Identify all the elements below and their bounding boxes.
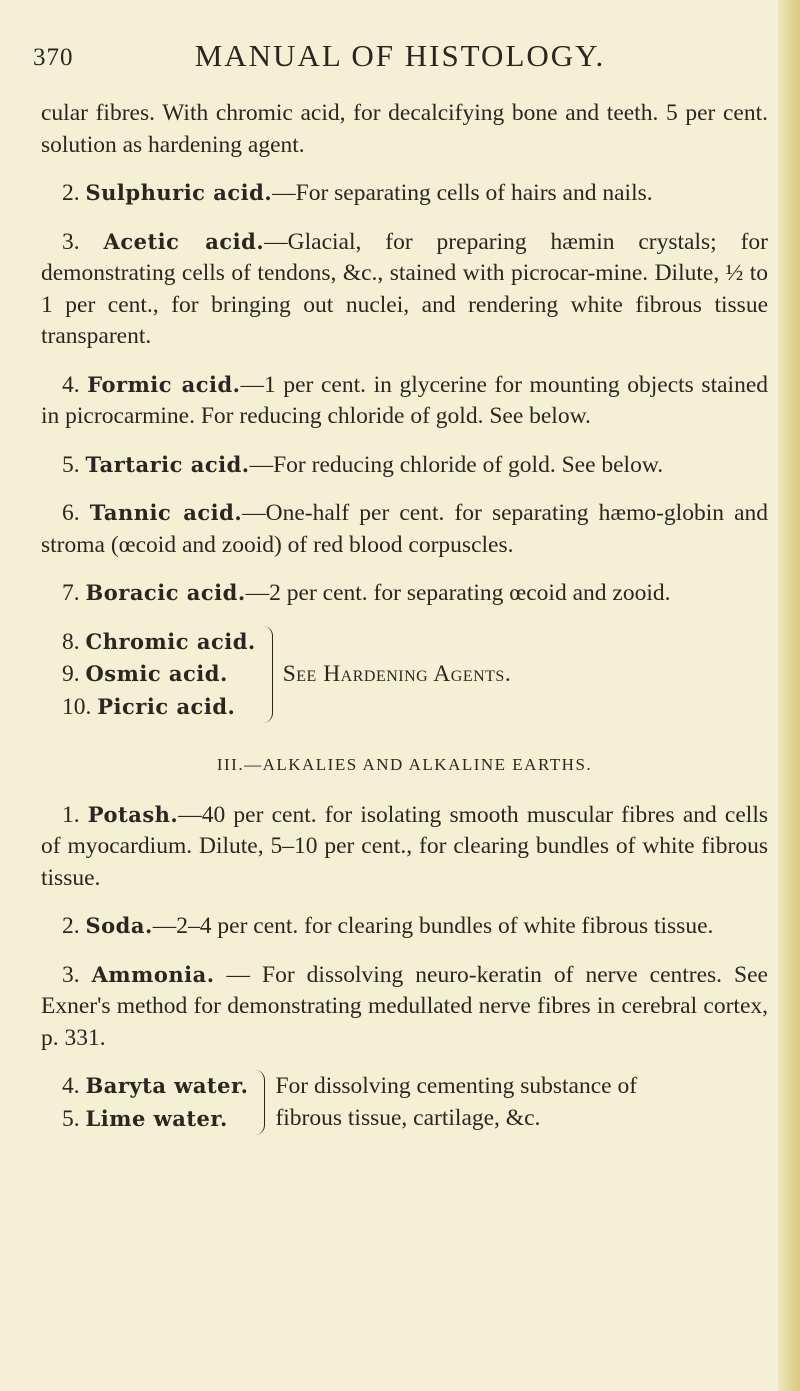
entry-name: Sulphuric acid.: [85, 180, 273, 205]
entry-name: Osmic acid.: [85, 661, 228, 686]
entry-text: —40 per cent. for isolating smooth muscular fibres and cells of myocardium. Dilute, 5–10 per cent., for clearing bundles of white fibrous tissue.: [41, 801, 768, 891]
section-heading: III.—ALKALIES AND ALKALINE EARTHS.: [216, 755, 593, 774]
entry-name: Soda.: [85, 913, 153, 938]
entry-name: Boracic acid.: [85, 580, 246, 605]
entry-number: 10.: [62, 693, 92, 720]
entry-ammonia: [41, 959, 768, 1055]
entry-name: Acetic acid.: [103, 228, 265, 254]
entry-name: Chromic acid.: [85, 628, 256, 654]
entry-tannic-acid: [41, 497, 768, 561]
entry-text: —1 per cent. in glycerine for mounting objects stained in picrocarmine. For reducing chloride of gold. See below.: [41, 371, 769, 429]
brace-reference-line: fibrous tissue, cartilage, &c.: [275, 1104, 541, 1131]
entry-name: Picric acid.: [97, 693, 236, 719]
entry-text: —One-half per cent. for separating hæmo-globin and stroma (œcoid and zooid) of red blood corpuscles.: [41, 500, 769, 558]
entry-number: 3.: [62, 228, 80, 255]
entry-potash: [41, 799, 768, 895]
page-edge-shadow: [778, 0, 800, 1391]
entry-text: —2–4 per cent. for clearing bundles of white fibrous tissue.: [152, 913, 714, 939]
entry-number: 7.: [62, 580, 80, 606]
entry-baryta-water: [62, 1070, 248, 1103]
entry-name: Potash.: [87, 801, 179, 827]
entry-picric-acid: [62, 691, 256, 724]
page-body: [41, 98, 768, 1161]
curly-brace: [262, 626, 273, 724]
brace-reference: See Hardening Agents.: [282, 660, 512, 687]
entry-text: —For separating cells of hairs and nails.: [272, 180, 653, 206]
entry-number: 2.: [62, 913, 80, 939]
entry-name: Ammonia.: [91, 961, 215, 987]
curly-brace: [254, 1070, 265, 1135]
entry-name: Lime water.: [85, 1105, 228, 1131]
entry-number: 2.: [62, 180, 80, 206]
entry-boracic-acid: [41, 577, 768, 610]
entry-number: 9.: [62, 661, 80, 687]
cementing-substance-group: [41, 1070, 768, 1135]
brace-reference: [273, 1071, 637, 1134]
entry-formic-acid: [41, 369, 768, 433]
hardening-agents-group: [41, 626, 768, 724]
page-number: 370: [33, 44, 74, 71]
entry-number: 8.: [62, 628, 80, 655]
entry-name: Baryta water.: [85, 1073, 249, 1098]
entry-number: 1.: [62, 801, 80, 828]
entry-number: 3.: [62, 961, 80, 988]
entry-number: 5.: [62, 451, 80, 478]
brace-items: [41, 1070, 248, 1135]
entry-text: —Glacial, for preparing hæmin crystals; for demonstrating cells of tendons, &c., stained with picrocar-mine. Dilute, ½ to 1 per cent., for bringing out nuclei, and rendering white fibrous tissue transparent.: [41, 228, 768, 349]
entry-number: 4.: [62, 371, 80, 398]
entry-sulphuric-acid: [41, 177, 768, 210]
entry-lime-water: [62, 1103, 248, 1136]
entry-number: 5.: [62, 1105, 80, 1132]
opening-paragraph: cular fibres. With chromic acid, for decalcifying bone and teeth. 5 per cent. solution as hardening agent.: [41, 100, 768, 158]
brace-items: [41, 626, 256, 724]
page-header: [0, 38, 800, 78]
entry-text: —For reducing chloride of gold. See below.: [249, 451, 664, 478]
entry-name: Formic acid.: [87, 371, 241, 397]
entry-acetic-acid: [41, 226, 768, 353]
entry-name: Tartaric acid.: [85, 451, 250, 477]
entry-text: — For dissolving neuro-keratin of nerve centres. See Exner's method for demonstrating medullated nerve fibres in cerebral cortex, p. 331.: [41, 961, 768, 1051]
entry-osmic-acid: [62, 658, 256, 691]
entry-chromic-acid: [62, 626, 256, 659]
entry-soda: [41, 910, 768, 943]
entry-text: —2 per cent. for separating œcoid and zooid.: [245, 580, 671, 606]
entry-name: Tannic acid.: [89, 500, 243, 525]
entry-number: 6.: [62, 500, 80, 526]
entry-number: 4.: [62, 1073, 80, 1099]
entry-tartaric-acid: [41, 449, 768, 482]
running-title: MANUAL OF HISTOLOGY.: [194, 38, 606, 73]
brace-reference-line: For dissolving cementing substance of: [275, 1073, 638, 1099]
